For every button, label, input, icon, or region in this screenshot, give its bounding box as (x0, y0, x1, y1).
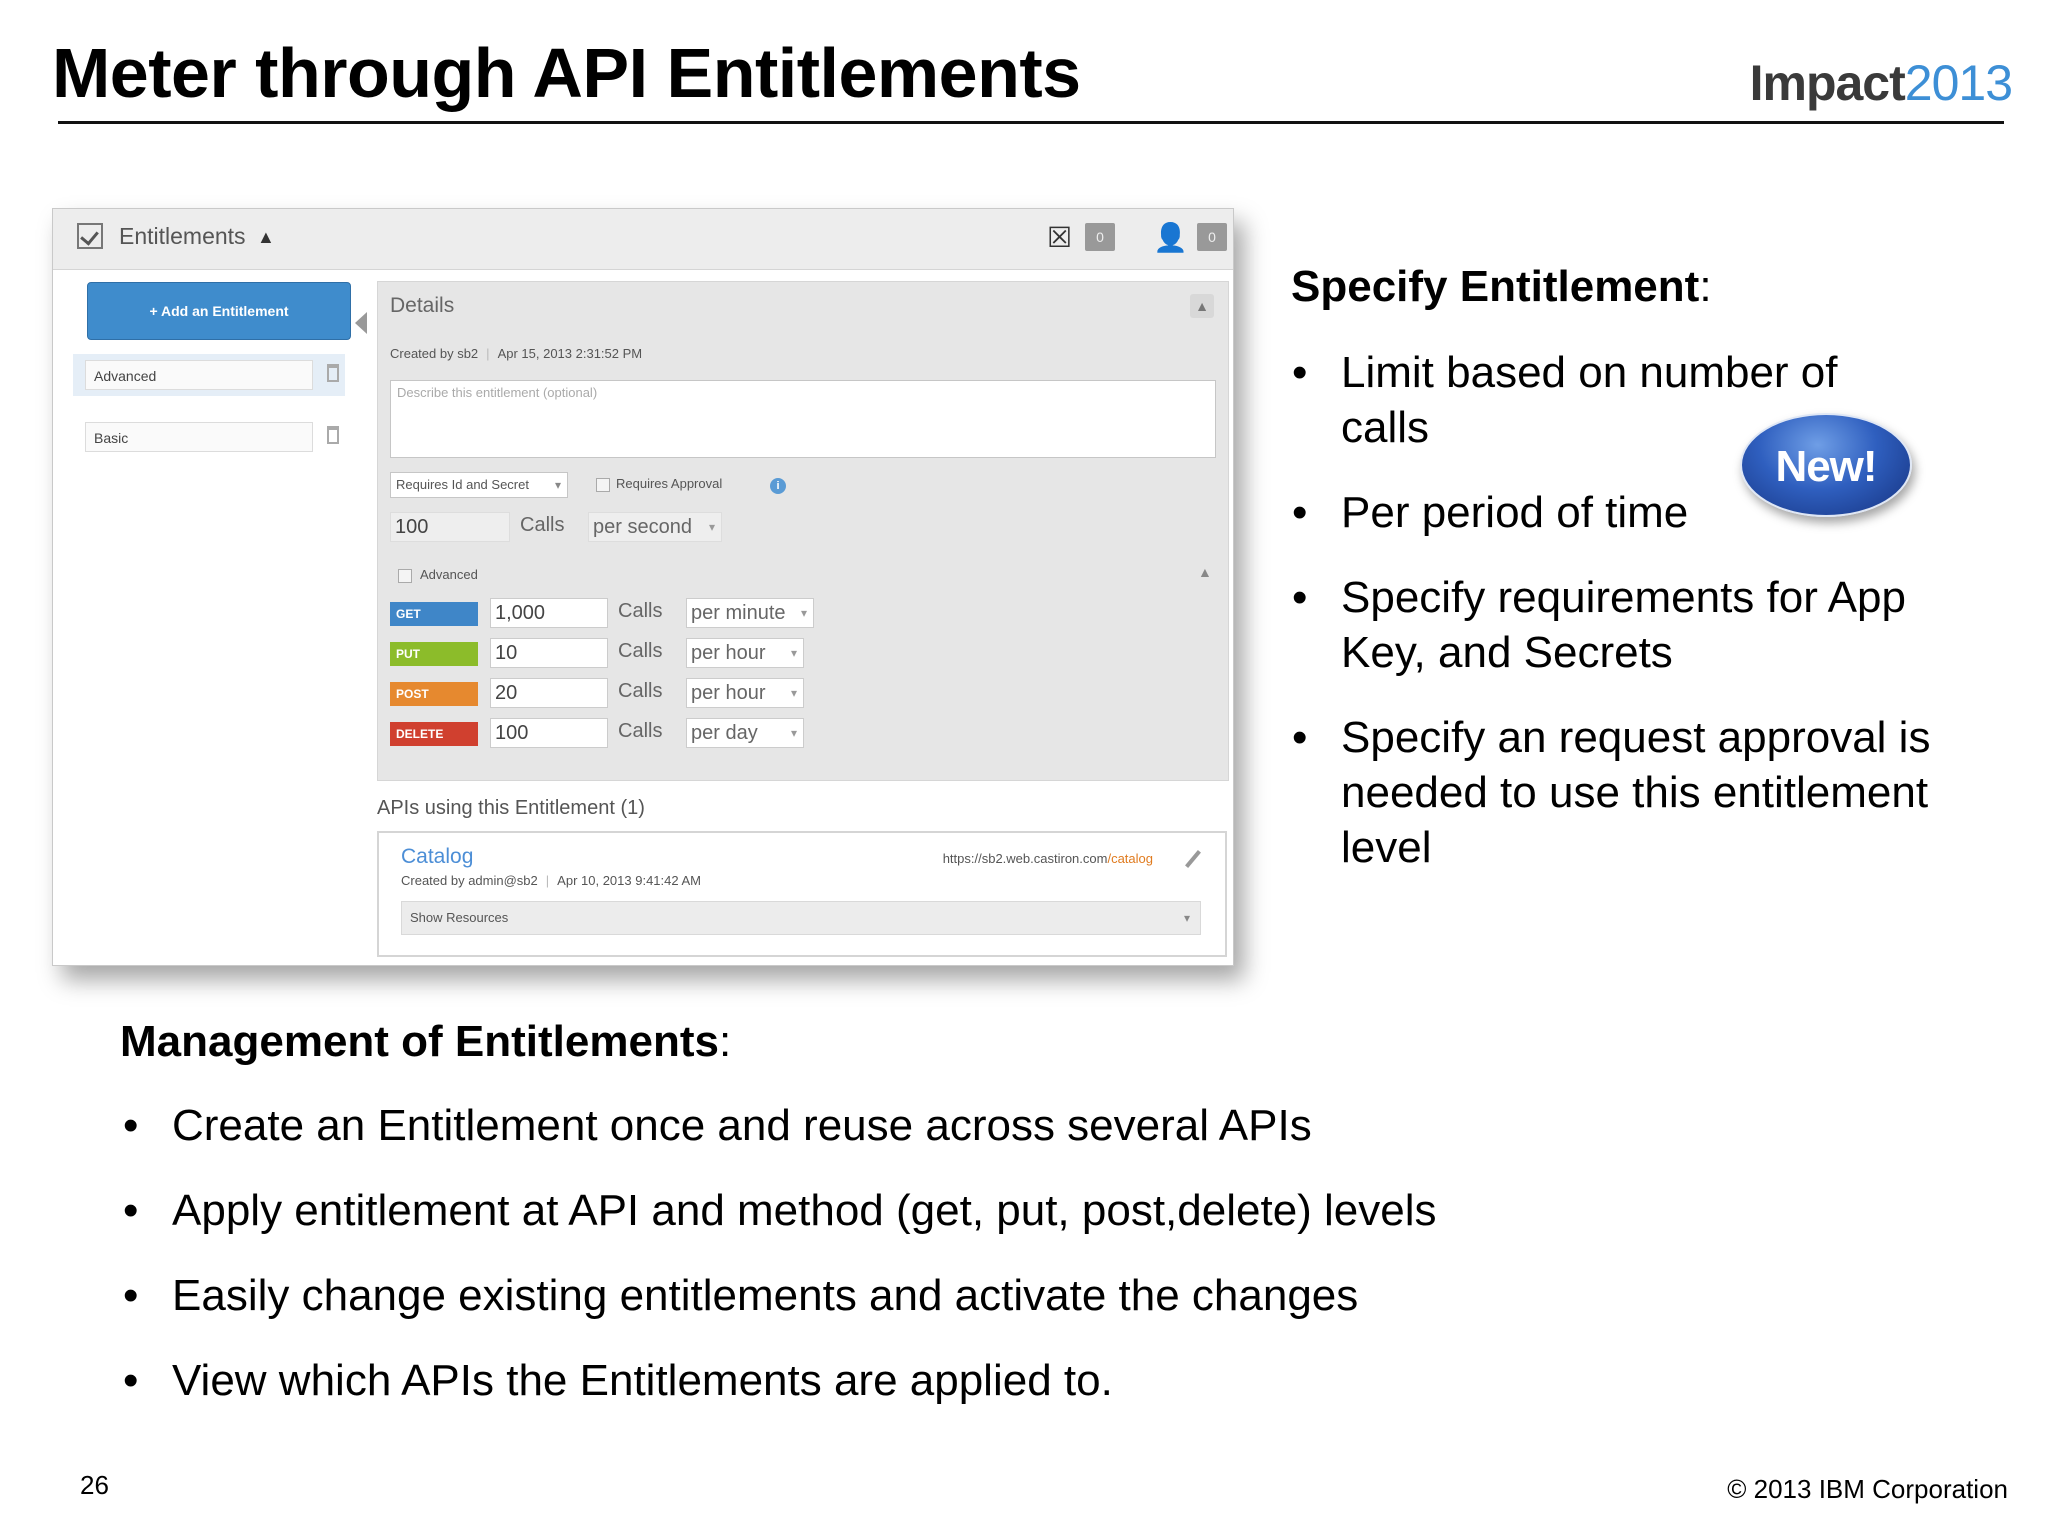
entitlements-title: Entitlements (119, 223, 246, 249)
trash-icon[interactable] (327, 364, 339, 382)
show-resources-toggle[interactable]: Show Resources ▾ (401, 901, 1201, 935)
selected-arrow-icon (355, 312, 367, 334)
user-icon[interactable]: 👤 (1153, 222, 1188, 253)
api-meta: Created by admin@sb2 | Apr 10, 2013 9:41:42 AM (401, 873, 701, 888)
specify-bullet: • Limit based on number of calls (1292, 348, 1838, 452)
entitlements-sidebar (53, 270, 371, 965)
entitlement-item-advanced[interactable] (73, 354, 345, 396)
pencil-icon[interactable] (1185, 850, 1201, 868)
advanced-checkbox[interactable] (398, 569, 412, 583)
method-limit-input[interactable]: 1,000 (490, 598, 608, 628)
method-calls-label: Calls (618, 680, 663, 702)
method-badge-post: POST (390, 682, 478, 706)
method-period-select[interactable]: per hour ▾ (686, 638, 804, 668)
management-bullet: • Easily change existing entitlements and activate the changes (123, 1271, 1359, 1320)
entitlements-icon (77, 223, 103, 249)
requires-approval-label: Requires Approval (616, 476, 723, 491)
trash-icon[interactable] (327, 426, 339, 444)
description-field[interactable]: Describe this entitlement (optional) (390, 380, 1216, 458)
api-url[interactable]: https://sb2.web.castiron.com/catalog (942, 851, 1153, 866)
api-card (377, 831, 1227, 957)
management-bullet: • Create an Entitlement once and reuse across several APIs (123, 1101, 1312, 1150)
slide-title: Meter through API Entitlements (52, 34, 1081, 112)
method-period-select[interactable]: per hour ▾ (686, 678, 804, 708)
entitlements-screenshot (52, 208, 1234, 966)
calls-label: Calls (520, 514, 565, 536)
entitlements-header (53, 209, 1233, 270)
advanced-label: Advanced (420, 567, 478, 582)
specify-bullet: • Per period of time (1292, 488, 1689, 537)
specify-heading: Specify Entitlement: (1291, 262, 1712, 311)
copyright: © 2013 IBM Corporation (1727, 1474, 2008, 1504)
method-limit-input[interactable]: 100 (490, 718, 608, 748)
limit-value-input[interactable]: 100 (390, 512, 510, 542)
method-badge-delete: DELETE (390, 722, 478, 746)
add-entitlement-button[interactable]: + Add an Entitlement (87, 282, 351, 340)
details-panel (377, 281, 1229, 781)
method-limit-input[interactable]: 20 (490, 678, 608, 708)
management-bullet: • Apply entitlement at API and method (get, put, post,delete) levels (123, 1186, 1437, 1235)
entitlement-name-field[interactable]: Basic (85, 422, 313, 452)
details-title: Details (390, 294, 455, 317)
specify-bullet: • Specify an request approval is needed to use this entitlement level (1292, 713, 1931, 872)
impact-logo: Impact2013 (1749, 55, 2012, 111)
method-period-select[interactable]: per day ▾ (686, 718, 804, 748)
entitlement-count-badge: 0 (1085, 223, 1115, 251)
method-calls-label: Calls (618, 720, 663, 742)
requires-select[interactable]: Requires Id and Secret ▾ (390, 472, 568, 498)
management-heading: Management of Entitlements: (120, 1017, 732, 1066)
method-badge-put: PUT (390, 642, 478, 666)
apis-using-title: APIs using this Entitlement (1) (377, 797, 645, 819)
entitlement-name-field[interactable]: Advanced (85, 360, 313, 390)
info-icon[interactable]: i (770, 478, 786, 494)
method-limit-input[interactable]: 10 (490, 638, 608, 668)
user-count-badge: 0 (1197, 223, 1227, 251)
entitlement-item-basic[interactable] (73, 416, 345, 458)
details-meta: Created by sb2 | Apr 15, 2013 2:31:52 PM (390, 346, 643, 361)
new-badge: New! (1740, 413, 1912, 517)
limit-period-select[interactable]: per second ▾ (588, 512, 722, 542)
method-period-select[interactable]: per minute ▾ (686, 598, 814, 628)
method-calls-label: Calls (618, 640, 663, 662)
advanced-collapse-icon[interactable]: ▲ (1198, 564, 1212, 580)
api-name-link[interactable]: Catalog (401, 845, 474, 868)
title-divider (58, 121, 2004, 124)
entitlement-status-icon[interactable]: ☒ (1047, 222, 1073, 253)
specify-bullet: • Specify requirements for App Key, and Secrets (1292, 573, 1906, 677)
collapse-caret-icon[interactable]: ▲ (257, 227, 275, 247)
slide-number: 26 (80, 1470, 109, 1500)
management-bullet: • View which APIs the Entitlements are applied to. (123, 1356, 1113, 1405)
method-calls-label: Calls (618, 600, 663, 622)
requires-approval-checkbox[interactable] (596, 478, 610, 492)
method-badge-get: GET (390, 602, 478, 626)
collapse-details-icon[interactable]: ▲ (1190, 294, 1214, 318)
